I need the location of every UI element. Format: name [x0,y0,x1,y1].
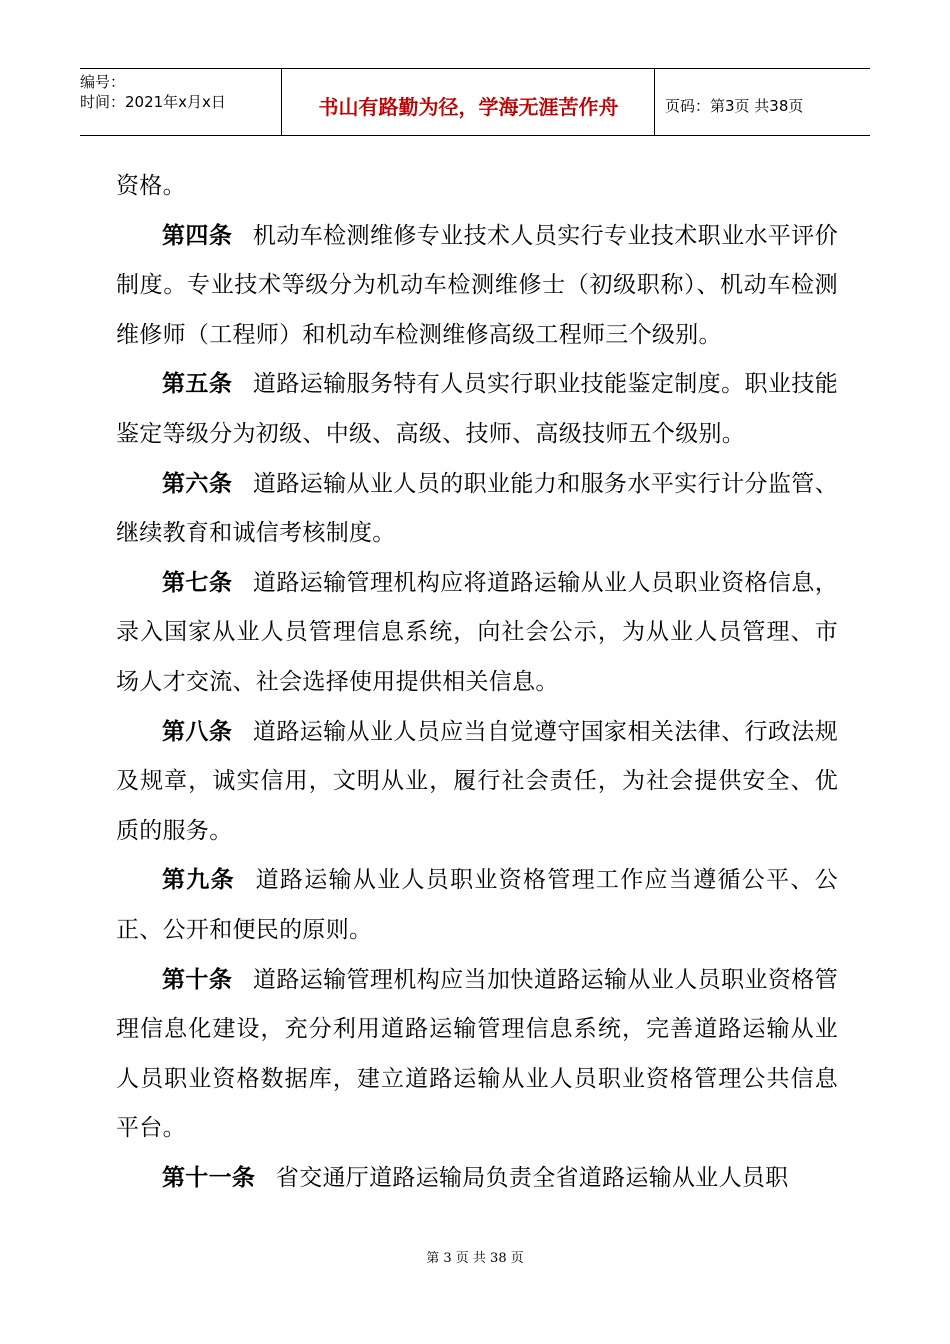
page-footer: 第 3 页 共 38 页 [426,1251,524,1266]
paragraph [116,956,838,1154]
paragraph [116,708,838,857]
article-number: 第十一条 [162,1164,256,1191]
article-text: 道路运输管理机构应当加快道路运输从业人员职业资格管理信息化建设，充分利用道路运输管理信息系统，完善道路运输从业人员职业资格数据库，建立道路运输从业人员职业资格管理公共信息平台。 [116,966,839,1142]
paragraph [116,162,838,212]
code-label: 编号： [80,73,126,91]
article-number: 第七条 [162,569,233,596]
document-body [116,162,838,1203]
article-text: 道路运输管理机构应将道路运输从业人员职业资格信息，录入国家从业人员管理信息系统，向社会公示，为从业人员管理、市场人才交流、社会选择使用提供相关信息。 [116,569,839,695]
header-motto: 书山有路勤为径，学海无涯苦作舟 [283,69,655,135]
article-number: 第九条 [162,867,235,894]
article-number: 第四条 [162,222,233,249]
article-number: 第六条 [162,470,233,497]
paragraph [116,856,838,955]
header-meta [80,69,282,135]
article-number: 第五条 [162,371,233,398]
header-page-label: 页码：第3页 共38页 [665,96,804,115]
paragraph [116,212,838,361]
time-label: 时间：2021年x月x日 [80,93,226,111]
article-number: 第十条 [162,966,233,993]
article-text: 道路运输从业人员的职业能力和服务水平实行计分监管、继续教育和诚信考核制度。 [116,470,839,547]
paragraph [116,559,838,708]
article-text: 机动车检测维修专业技术人员实行专业技术职业水平评价制度。专业技术等级分为机动车检测维修士（初级职称）、机动车检测维修师（工程师）和机动车检测维修高级工程师三个级别。 [116,222,839,348]
article-text: 道路运输从业人员应当自觉遵守国家相关法律、行政法规及规章，诚实信用，文明从业，履行社会责任，为社会提供安全、优质的服务。 [116,718,839,844]
article-number: 第八条 [162,718,233,745]
article-text: 资格。 [116,173,186,199]
paragraph [116,360,838,459]
page-header [80,68,870,136]
article-text: 道路运输从业人员职业资格管理工作应当遵循公平、公正、公开和便民的原则。 [116,867,839,943]
article-text: 道路运输服务特有人员实行职业技能鉴定制度。职业技能鉴定等级分为初级、中级、高级、技师、高级技师五个级别。 [116,371,839,447]
paragraph [116,1154,838,1204]
paragraph [116,460,838,559]
article-text: 省交通厅道路运输局负责全省道路运输从业人员职 [275,1164,789,1191]
